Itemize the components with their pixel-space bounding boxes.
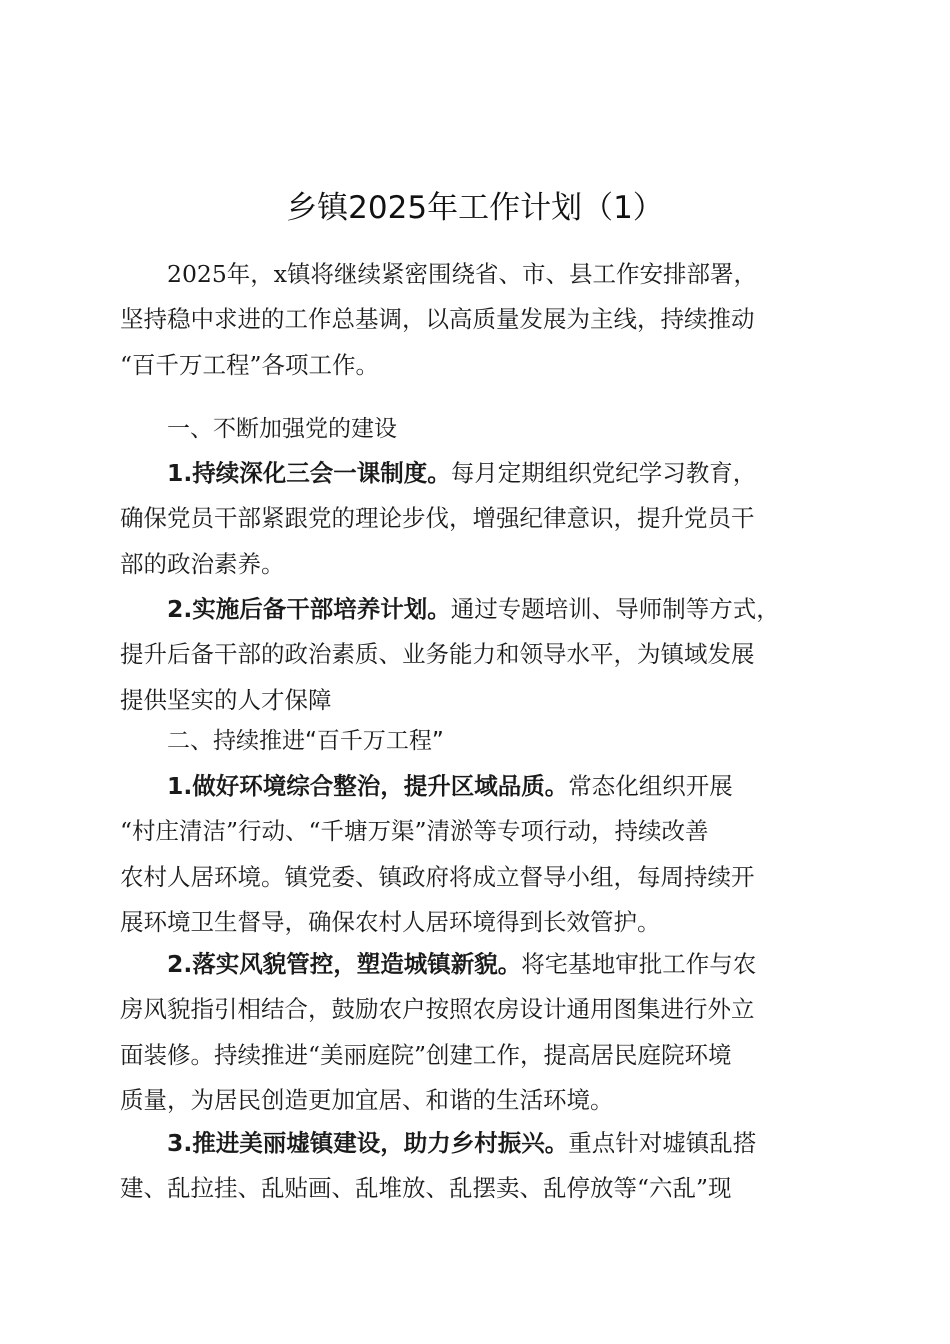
item-lead: 2.实施后备干部培养计划。 — [167, 595, 451, 623]
item-lead: 2.落实风貌管控，塑造城镇新貌。 — [167, 950, 522, 978]
paragraph-line: 确保党员干部紧跟党的理论步伐，增强纪律意识，提升党员干 — [120, 504, 755, 533]
item-lead-rest: 重点针对墟镇乱搭 — [568, 1129, 757, 1157]
section2-item1-paragraph — [120, 764, 820, 945]
item-lead-rest: 将宅基地审批工作与农 — [521, 950, 757, 978]
intro-line: 2025年，x镇将继续紧密围绕省、市、县工作安排部署， — [167, 260, 758, 288]
paragraph-line: 房风貌指引相结合，鼓励农户按照农房设计通用图集进行外立 — [120, 995, 755, 1024]
section-heading: 二、持续推进“百千万工程” — [167, 728, 444, 754]
document-title: 乡镇2025年工作计划（1） — [286, 190, 664, 226]
item-lead: 1.做好环境综合整治，提升区域品质。 — [167, 772, 569, 800]
paragraph-line: 提供坚实的人才保障 — [120, 685, 332, 714]
paragraph-first-line — [120, 451, 820, 496]
paragraph-first-line — [120, 587, 820, 632]
item-lead-rest: 常态化组织开展 — [568, 772, 733, 800]
paragraph-first-line — [120, 942, 820, 987]
paragraph-line: 面装修。持续推进“美丽庭院”创建工作，提高居民庭院环境 — [120, 1040, 732, 1069]
item-lead: 3.推进美丽墟镇建设，助力乡村振兴。 — [167, 1129, 569, 1157]
section1-item2-paragraph — [120, 587, 820, 723]
paragraph-first-line — [120, 764, 820, 809]
intro-paragraph — [120, 252, 820, 388]
intro-line: “百千万工程”各项工作。 — [120, 350, 380, 379]
item-lead-rest: 每月定期组织党纪学习教育， — [450, 459, 757, 487]
paragraph-line: 提升后备干部的政治素质、业务能力和领导水平，为镇域发展 — [120, 640, 755, 669]
intro-line: 坚持稳中求进的工作总基调，以高质量发展为主线，持续推动 — [120, 305, 755, 334]
paragraph-line: 展环境卫生督导，确保农村人居环境得到长效管护。 — [120, 907, 661, 936]
paragraph-line: “村庄清洁”行动、“千塘万渠”清淤等专项行动，持续改善 — [120, 817, 709, 846]
item-lead: 1.持续深化三会一课制度。 — [167, 459, 451, 487]
paragraph-line: 质量，为居民创造更加宜居、和谐的生活环境。 — [120, 1085, 614, 1114]
section2-item2-paragraph — [120, 942, 820, 1123]
paragraph-line: 部的政治素养。 — [120, 549, 285, 578]
section-heading: 一、不断加强党的建设 — [167, 416, 397, 442]
section1-item1-paragraph — [120, 451, 820, 587]
item-lead-rest: 通过专题培训、导师制等方式， — [450, 595, 780, 623]
paragraph-line: 建、乱拉挂、乱贴画、乱堆放、乱摆卖、乱停放等“六乱”现 — [120, 1174, 732, 1203]
section2-item3-paragraph — [120, 1121, 820, 1212]
paragraph-line: 农村人居环境。镇党委、镇政府将成立督导小组，每周持续开 — [120, 862, 755, 891]
paragraph-first-line — [120, 1121, 820, 1166]
